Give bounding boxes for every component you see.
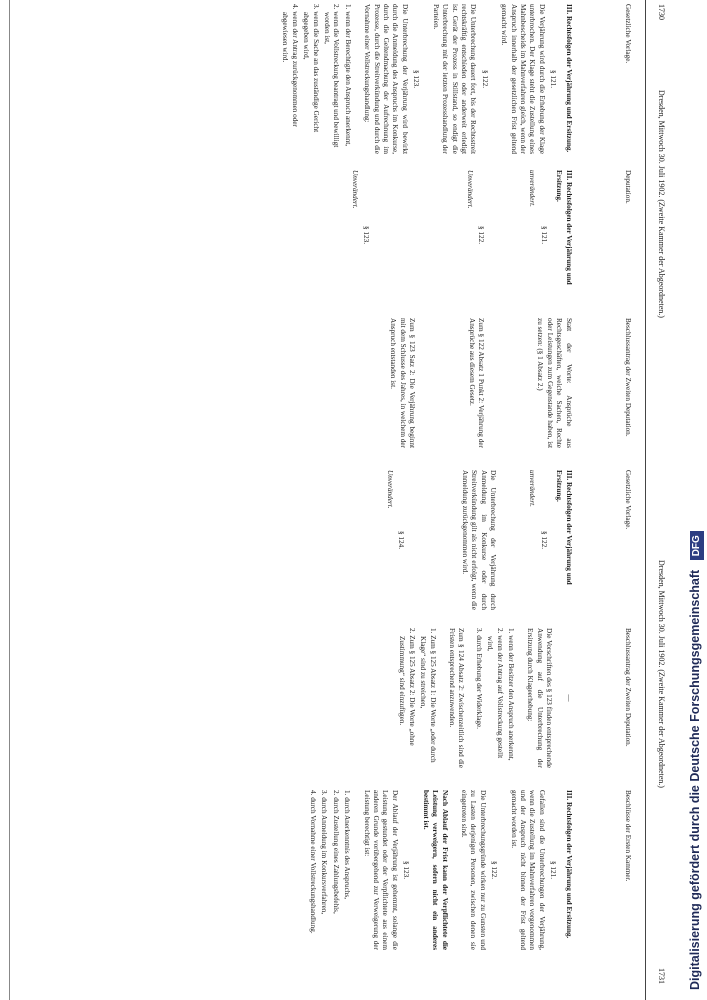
dfg-logo: DFG: [690, 531, 704, 560]
paragraph-text: Die Unterbrechung der Verjährung durch Anmeldung im Konkurse oder durch Streitverkündung gilt als nicht erfolgt, wenn die Anmeldung zurückgenommen wird.: [460, 470, 497, 610]
paragraph-number: § 123.: [402, 861, 411, 879]
header-title-left: Dresden, Mittwoch 30. Juli 1902. (Zweite Kammer der Abgeordneten.): [657, 90, 666, 318]
page-bottom-rule: [9, 0, 10, 1000]
page-number-left: 1730: [657, 4, 666, 20]
stamp-text: Digitalisierung gefördert durch die Deutsche Forschungsgemeinschaft: [688, 569, 702, 990]
column-bill-right: [8, 470, 632, 610]
paragraph-text: Die Verjährung wird durch die Erhebung der Klage unterbrochen. Der Klage steht die Zustellung eines Mahnbescheids im Mahnverfahren gleich, wenn der Anspruch innerhalb der gesetzlichen Frist geltend gemacht wird.: [500, 4, 546, 154]
column-title: Beschlussantrag der Zweiten Deputation.: [624, 628, 632, 747]
list-item: 2. wenn die Vollstreckung beantragt und bewilligt worden ist,: [323, 4, 341, 148]
column-bill-left: [8, 4, 632, 154]
list-item: 2. Zum § 125 Absatz 2: Die Worte „ohne Zustimmung“ sind einzufügen.: [398, 628, 416, 746]
paragraph-number: § 121.: [549, 70, 558, 88]
section-heading: III. Rechtsfolgen der Verjährung und Ersitzung.: [564, 4, 573, 153]
digitization-stamp: [676, 0, 707, 1000]
section-heading: III. Rechtsfolgen der Verjährung und Ersitzung.: [564, 790, 573, 939]
column-deputation-motion-right: [8, 628, 632, 768]
paragraph-text: Die Unterbrechung dauert fort, bis der Rechtsstreit rechtskräftig entschieden oder anderweit erledigt ist. Gerät der Prozess in Stillstand, so endigt die Unterbrechung mit der letzten Prozesshandlung der Parteien.: [431, 4, 478, 154]
list-item: 3. durch Erhebung der Widerklage.: [474, 628, 483, 729]
paragraph-number: § 123.: [412, 70, 421, 88]
paragraph-text: Unverändert.: [465, 170, 474, 209]
numbered-list: [397, 628, 437, 768]
paragraph-text: Die Unterbrechungsgründe wirken nur zu Gunsten und zu Lasten derjenigen Personen, zwischen denen sie eingetreten sind.: [459, 790, 487, 950]
column-title: Deputation.: [624, 170, 632, 204]
column-first-chamber: [8, 790, 632, 950]
list-item: 3. wenn die Sache an das zuständige Gericht abgegeben wird,: [302, 4, 320, 133]
column-deputation-left: [8, 170, 632, 300]
paragraph-number: § 121.: [549, 861, 558, 879]
page-header: [652, 0, 666, 1000]
numbered-list: [308, 790, 352, 950]
section-heading: III. Rechtsfolgen der Verjährung und Ersitzung.: [555, 170, 573, 285]
paragraph-text: unverändert.: [528, 170, 537, 207]
paragraph-text: Gefallen sind die Unterbrechungen der Verjährung, wenn die Zustellung im Mahnverfahren vorgenommen und der Anspruch nicht binnen der Frist geltend gemacht worden ist.: [509, 790, 546, 950]
paragraph-text: Der Ablauf der Verjährung ist gehemmt, solange die Leistung gestundet oder der Verpflichtete aus einem anderen Grunde vorübergehend zur Verweigerung der Leistung berechtigt ist:: [362, 790, 399, 950]
motion-text: Statt der Worte: Ansprüche aus Rechtsgeschäften, welche Sachen, Rechte oder Leistungen zum Gegenstande haben, ist zu setzen: (§ 1 Absatz 2.): [536, 318, 573, 448]
list-item: 2. durch Zustellung eines Zahlungsbefehls,: [331, 790, 340, 914]
header-rule: [645, 0, 646, 1000]
paragraph-text: Die Unterbrechung der Verjährung wird bewirkt durch die Anmeldung des Anspruchs im Konkurse, durch die Geltendmachung der Aufrechnung im Prozesse, durch die Streitverkündung und durch die Vornahme einer Vollstreckungshandlung:: [363, 4, 409, 154]
section-heading: III. Rechtsfolgen der Verjährung und Ersitzung.: [555, 470, 573, 585]
header-title-right: Dresden, Mittwoch 30. Juli 1902. (Zweite Kammer der Abgeordneten.): [657, 560, 666, 788]
list-item: 4. wenn der Antrag zurückgenommen oder abgewiesen wird.: [281, 4, 299, 127]
column-title: Gesetzliche Vorlage.: [624, 4, 632, 64]
paragraph-number: § 123.: [362, 226, 371, 244]
column-title: Beschlüsse der Ersten Kammer.: [624, 790, 632, 882]
list-item: 1. durch Anerkenntnis des Anspruchs,: [343, 790, 352, 899]
dash-mark: —: [564, 694, 573, 702]
column-deputation-motion-left: [8, 318, 632, 448]
paragraph-text: Unverändert.: [350, 170, 359, 209]
list-item: 1. Zum § 125 Absatz 1: Die Worte „oder durch Klage“ sind zu streichen,: [419, 628, 437, 763]
list-item: 4. durch Vornahme einer Vollstreckungshandlung.: [309, 790, 318, 934]
paragraph-number: § 122.: [476, 226, 485, 244]
paragraph-text-bold: Nach Ablauf der Frist kann der Verpflichtete die Leistung verweigern, sofern nicht ein anderes bestimmt ist.: [421, 790, 449, 950]
paragraph-number: § 124.: [397, 531, 406, 549]
paragraph-number: § 122.: [480, 70, 489, 88]
column-title: Gesetzliche Vorlage.: [624, 470, 632, 530]
list-item: 1. wenn der Besitzer den Anspruch anerkennt,: [506, 628, 515, 761]
list-item: 3. durch Anmeldung im Konkursverfahren,: [320, 790, 329, 915]
numbered-list: [280, 4, 352, 154]
list-item: 1. wenn der Berechtigte den Anspruch anerkennt,: [343, 4, 352, 147]
paragraph-number: § 122.: [490, 861, 499, 879]
paragraph-number: § 121.: [539, 226, 548, 244]
motion-text: Die Vorschriften des § 123 finden entsprechende Anwendung auf die Unterbrechung der Ersitzung durch Klageerhebung:: [526, 628, 554, 768]
list-item: 2. wenn der Antrag auf Vollstreckung gestellt wird,: [486, 628, 504, 759]
motion-text: Zum § 124 Absatz 2: Zwischenzeitlich sind die Fristen entsprechend anzuwenden.: [447, 628, 466, 768]
paragraph-text: Unverändert.: [385, 470, 394, 509]
motion-text: Zum § 123 Satz 2: Die Verjährung beginnt mit dem Schlusse des Jahres, in welchem der Anspruch entstanden ist.: [389, 318, 417, 448]
page-number-right: 1731: [657, 968, 666, 984]
paragraph-number: § 122.: [539, 531, 548, 549]
numbered-list: [473, 628, 515, 768]
motion-text: Zum § 122 Absatz 1 Punkt 2: Verjährung der Ansprüche aus diesem Gesetz.: [467, 318, 485, 448]
column-title: Beschlussantrag der Zweiten Deputation.: [624, 318, 632, 437]
paragraph-text: unverändert.: [528, 470, 537, 507]
